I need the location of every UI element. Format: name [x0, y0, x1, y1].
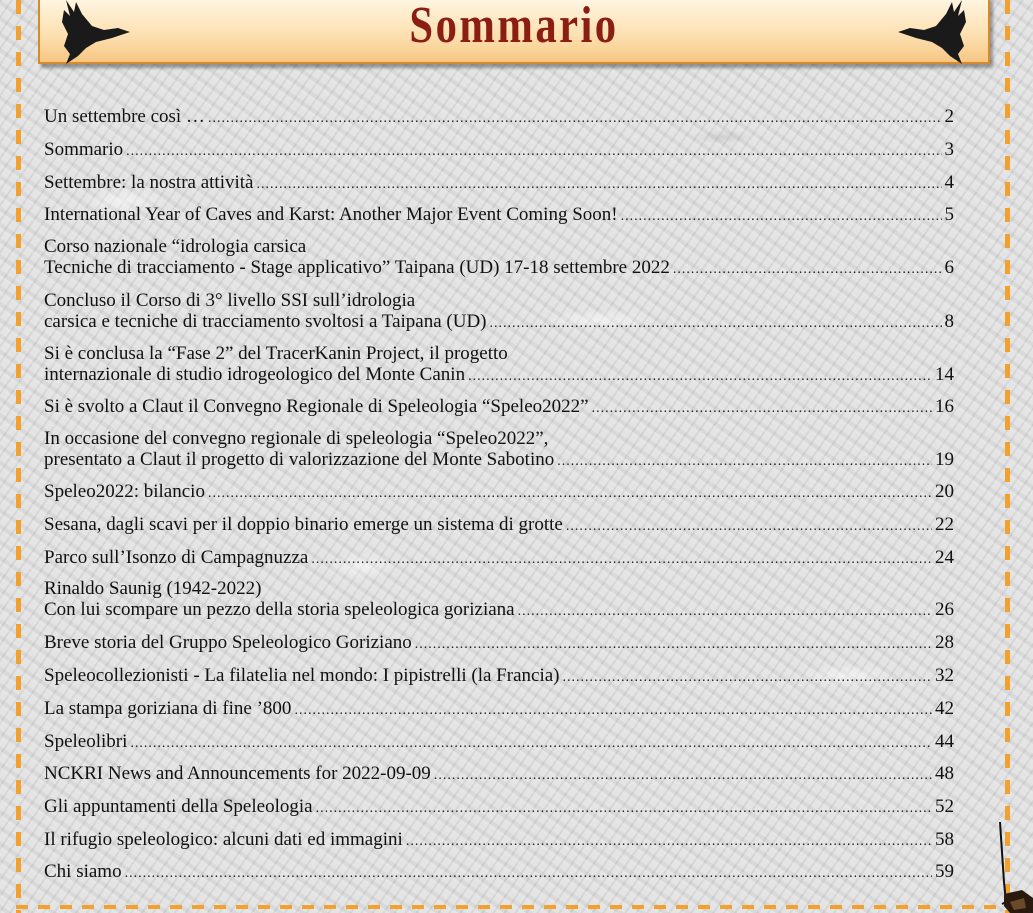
toc-dot-leader [621, 206, 942, 227]
toc-page-number: 32 [935, 665, 954, 686]
toc-page-number: 2 [944, 106, 954, 127]
toc-entry-title: Speleo2022: bilancio [44, 481, 205, 502]
toc-dot-leader [316, 798, 932, 819]
toc-dot-leader [468, 366, 932, 387]
toc-entry-title: Si è conclusa la “Fase 2” del TracerKanin Project, il progetto [44, 343, 508, 364]
toc-entry[interactable] [44, 204, 954, 227]
toc-entry-title: Speleolibri [44, 731, 128, 752]
toc-entry-title: Concluso il Corso di 3° livello SSI sull’idrologia [44, 290, 416, 311]
toc-dot-leader [490, 313, 942, 334]
bat-left-icon [52, 0, 138, 66]
toc-entry[interactable] [44, 547, 954, 570]
left-dashed-border [16, 0, 21, 913]
toc-entry[interactable] [44, 172, 954, 195]
toc-page-number: 24 [935, 547, 954, 568]
toc-entry-title: Corso nazionale “idrologia carsica [44, 236, 307, 257]
toc-dot-leader [592, 398, 932, 419]
toc-entry[interactable] [44, 106, 954, 129]
toc-entry[interactable] [44, 428, 954, 472]
toc-entry-title: Si è svolto a Claut il Convegno Regionale di Speleologia “Speleo2022” [44, 396, 589, 417]
toc-dot-leader [415, 634, 932, 655]
toc-entry-title: Settembre: la nostra attività [44, 172, 254, 193]
toc-dot-leader [208, 108, 942, 129]
toc-entry-title: Il rifugio speleologico: alcuni dati ed immagini [44, 829, 403, 850]
toc-dot-leader [566, 516, 932, 537]
toc-dot-leader [208, 483, 932, 504]
toc-entry-title-line2: presentato a Claut il progetto di valorizzazione del Monte Sabotino [44, 449, 555, 470]
toc-page-number: 26 [935, 599, 954, 620]
toc-entry[interactable] [44, 861, 954, 884]
bottom-dashed-border [16, 905, 1010, 909]
quill-pen-icon [996, 822, 1033, 913]
toc-entry-title: Parco sull’Isonzo di Campagnuzza [44, 547, 309, 568]
toc-page-number: 14 [935, 364, 954, 385]
header-banner [38, 0, 990, 64]
toc-dot-leader [125, 863, 932, 884]
toc-entry-title: Rinaldo Saunig (1942-2022) [44, 578, 262, 599]
toc-page-number: 20 [935, 481, 954, 502]
toc-page-number: 3 [944, 139, 954, 160]
toc-page-number: 48 [935, 763, 954, 784]
toc-dot-leader [294, 700, 932, 721]
bat-right-icon [890, 0, 976, 66]
toc-entry[interactable] [44, 343, 954, 387]
toc-page-number: 58 [935, 829, 954, 850]
toc-entry[interactable] [44, 731, 954, 754]
toc-entry[interactable] [44, 578, 954, 622]
toc-entry-title-line2: Con lui scompare un pezzo della storia speleologica goriziana [44, 599, 515, 620]
toc-entry[interactable] [44, 481, 954, 504]
toc-entry[interactable] [44, 665, 954, 688]
toc-entry-title-line2: internazionale di studio idrogeologico del Monte Canin [44, 364, 466, 385]
toc-entry[interactable] [44, 829, 954, 852]
toc-page-number: 16 [935, 396, 954, 417]
toc-page-number: 4 [944, 172, 954, 193]
toc-page-number: 8 [944, 311, 954, 332]
toc-entry-title: In occasione del convegno regionale di speleologia “Speleo2022”, [44, 428, 549, 449]
toc-page-number: 59 [935, 861, 954, 882]
toc-dot-leader [557, 451, 932, 472]
toc-page-number: 6 [944, 257, 954, 278]
toc-entry-title: Gli appuntamenti della Speleologia [44, 796, 313, 817]
toc-entry-title: Chi siamo [44, 861, 122, 882]
toc-entry-title-line2: Tecniche di tracciamento - Stage applicativo” Taipana (UD) 17-18 settembre 2022 [44, 257, 670, 278]
toc-entry-title: La stampa goriziana di fine ’800 [44, 698, 292, 719]
toc-entry-title: Un settembre così … [44, 106, 205, 127]
toc-entry[interactable] [44, 632, 954, 655]
toc-page-number: 44 [935, 731, 954, 752]
toc-entry[interactable] [44, 290, 954, 334]
toc-dot-leader [126, 141, 941, 162]
toc-dot-leader [562, 667, 932, 688]
toc-entry[interactable] [44, 236, 954, 280]
toc-page-number: 42 [935, 698, 954, 719]
toc-page-number: 52 [935, 796, 954, 817]
toc-entry-title: Speleocollezionisti - La filatelia nel mondo: I pipistrelli (la Francia) [44, 665, 560, 686]
toc-entry-title-line2: carsica e tecniche di tracciamento svoltosi a Taipana (UD) [44, 311, 487, 332]
toc-entry[interactable] [44, 396, 954, 419]
toc-entry[interactable] [44, 763, 954, 786]
toc-dot-leader [311, 549, 932, 570]
toc-dot-leader [434, 765, 932, 786]
toc-page-number: 28 [935, 632, 954, 653]
toc-dot-leader [518, 601, 932, 622]
toc-entry-title: Sesana, dagli scavi per il doppio binario emerge un sistema di grotte [44, 514, 563, 535]
toc-entry[interactable] [44, 514, 954, 537]
toc-dot-leader [673, 259, 942, 280]
toc-page-number: 5 [944, 204, 954, 225]
toc-entry[interactable] [44, 796, 954, 819]
toc-entry-title: Breve storia del Gruppo Speleologico Goriziano [44, 632, 412, 653]
toc-page-number: 19 [935, 449, 954, 470]
toc-entry-title: International Year of Caves and Karst: Another Major Event Coming Soon! [44, 204, 618, 225]
toc-entry[interactable] [44, 698, 954, 721]
toc-dot-leader [256, 174, 941, 195]
toc-page-number: 22 [935, 514, 954, 535]
toc-entry-title: Sommario [44, 139, 124, 160]
right-dashed-border [1005, 0, 1010, 913]
toc-entry-title: NCKRI News and Announcements for 2022-09-09 [44, 763, 431, 784]
toc-dot-leader [406, 831, 932, 852]
toc-entry[interactable] [44, 139, 954, 162]
toc-dot-leader [130, 733, 932, 754]
page-title: Sommario [409, 0, 619, 54]
